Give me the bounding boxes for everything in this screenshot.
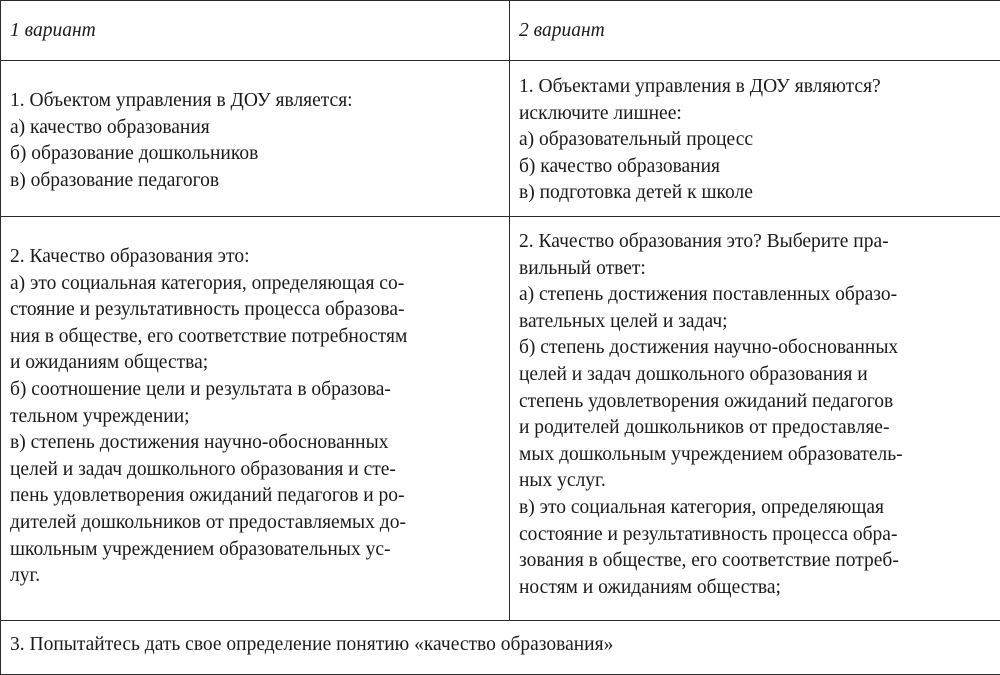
text-line: ных услуг. [519,468,992,495]
question-1-row [1,61,1000,217]
question-2-variant-2 [510,217,1000,621]
text-line: вательных целей и задач; [519,309,992,336]
text-line: тельном учреждении; [10,404,501,431]
text-line: ностям и ожиданиям общества; [519,575,992,602]
text-line: ния в обществе, его соответствие потребностям [10,324,501,351]
text-line: школьным учреждением образовательных ус- [10,537,501,564]
text-line: в) это социальная категория, определяющая [519,495,992,522]
text-line: вильный ответ: [519,256,992,283]
text-line: а) степень достижения поставленных образо- [519,282,992,309]
text-line: в) подготовка детей к школе [519,180,992,207]
text-line: б) качество образования [519,154,992,181]
text-line: и ожиданиям общества; [10,350,501,377]
text-line: 1. Объектом управления в ДОУ является: [10,88,501,115]
text-line: исключите лишнее: [519,101,992,128]
text-line: б) образование дошкольников [10,141,501,168]
text-line: б) соотношение цели и результата в образова- [10,377,501,404]
text-line: мых дошкольным учреждением образователь- [519,442,992,469]
question-3-text: 3. Попытайтесь дать свое определение понятию «качество образования» [1,621,1000,675]
text-line: степень удовлетворения ожиданий педагогов [519,389,992,416]
question-1-variant-1 [1,61,510,217]
text-line: 2. Качество образования это? Выберите пра- [519,229,992,256]
text-line: б) степень достижения научно-обоснованных [519,335,992,362]
question-3-row [1,621,1000,675]
text-line: стояние и результативность процесса образова- [10,297,501,324]
variant-2-header: 2 вариант [510,1,1000,61]
text-line: а) качество образования [10,115,501,142]
text-line: и родителей дошкольников от предоставляе- [519,415,992,442]
question-2-row [1,217,1000,621]
text-line: 2. Качество образования это: [10,244,501,271]
text-line: в) образование педагогов [10,168,501,195]
question-1-variant-2 [510,61,1000,217]
text-line: целей и задач дошкольного образования и сте- [10,457,501,484]
text-line: в) степень достижения научно-обоснованных [10,430,501,457]
text-line: целей и задач дошкольного образования и [519,362,992,389]
header-row [1,1,1000,61]
text-line: луг. [10,563,501,590]
text-line: пень удовлетворения ожиданий педагогов и ро- [10,483,501,510]
text-line: дителей дошкольников от предоставляемых до- [10,510,501,537]
text-line: зования в обществе, его соответствие потреб- [519,548,992,575]
text-line: состояние и результативность процесса обра- [519,522,992,549]
question-2-variant-1 [1,217,510,621]
text-line: а) образовательный процесс [519,127,992,154]
text-line: а) это социальная категория, определяющая со- [10,271,501,298]
variant-1-header: 1 вариант [1,1,510,61]
text-line: 1. Объектами управления в ДОУ являются? [519,74,992,101]
